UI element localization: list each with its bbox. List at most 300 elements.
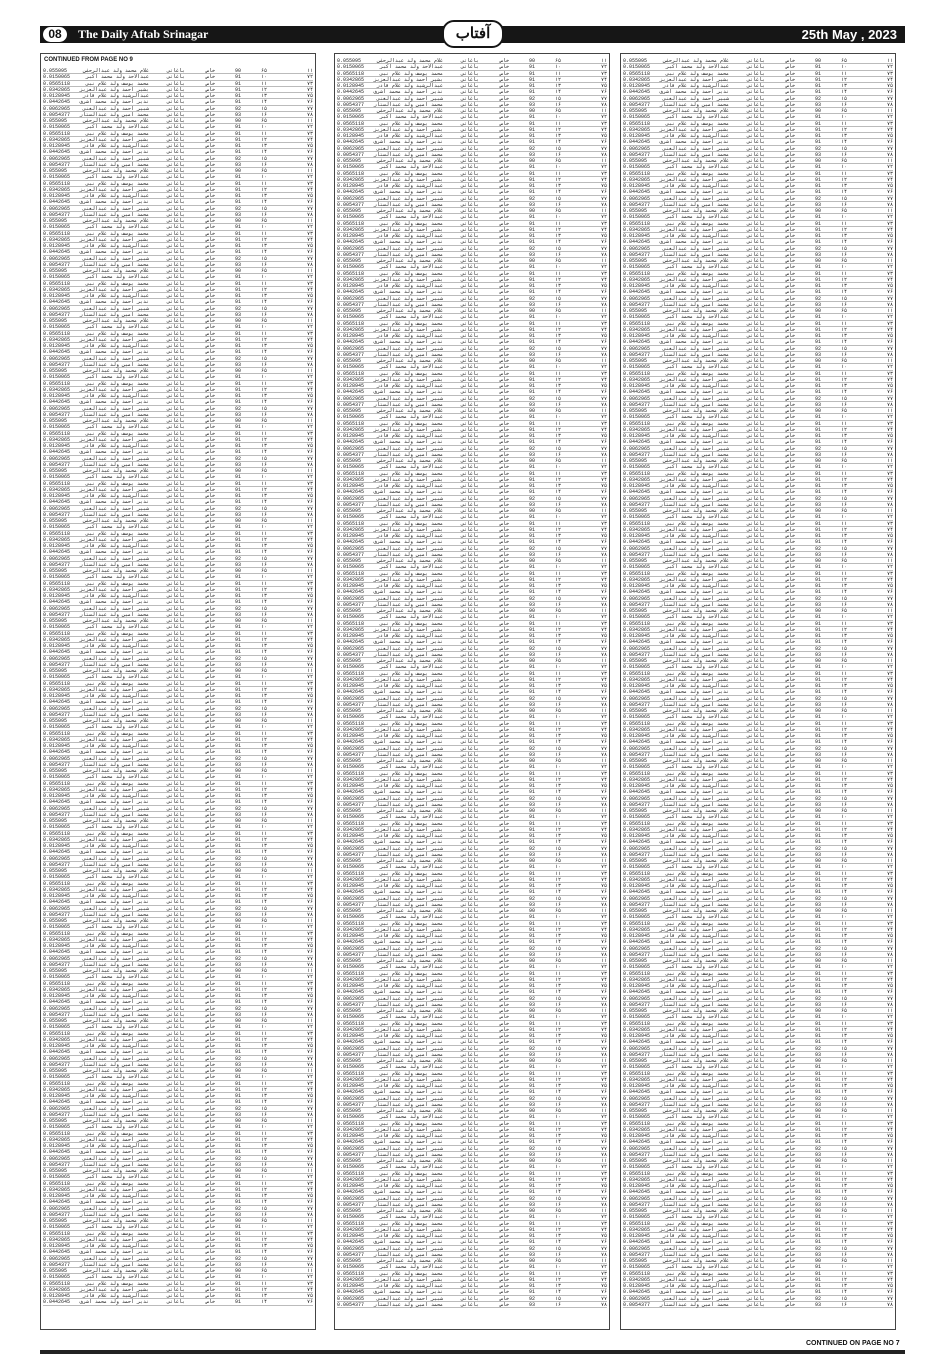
row-serial-a: ۱۳ (554, 483, 561, 489)
row-value: 0.0150065 (623, 614, 651, 621)
row-serial-b: ۷۶ (886, 689, 893, 696)
row-value: 0.0565118 (623, 70, 651, 77)
row-khasra-number: 91 (528, 1276, 535, 1283)
row-serial-a: ۱۵ (840, 1145, 847, 1152)
row-value: 0.0565118 (623, 920, 651, 927)
row-serial-b: ۷۴ (306, 936, 313, 943)
row-serial-b: ۷۵ (600, 133, 607, 139)
row-value: 0.0128945 (43, 1243, 71, 1249)
row-serial-a: ۱۰ (840, 414, 847, 421)
row-value: 0.0565118 (337, 870, 365, 877)
row-serial-a: ۱۴ (260, 249, 267, 256)
row-category: خاص (205, 1055, 215, 1062)
row-value: 0.0054377 (43, 561, 71, 568)
row-owner-name: شبیر احمد ولد عبدالغنی (662, 195, 729, 202)
row-land-class: باغاتی (746, 1133, 765, 1139)
row-khasra-number: 91 (814, 270, 821, 277)
row-category: خاص (499, 1183, 509, 1189)
row-category: خاص (785, 1108, 795, 1114)
row-serial-a: ۱۵ (554, 545, 561, 552)
row-category: خاص (205, 1249, 215, 1256)
row-land-class: باغاتی (166, 586, 185, 593)
row-owner-name: عبدالاحد ولد محمد اکبر (85, 74, 149, 81)
row-value: 0.0150065 (43, 1024, 71, 1031)
row-owner-name: بشیر احمد ولد عبدالعزیز (373, 1076, 443, 1083)
row-serial-a: ۱۶ (840, 951, 847, 958)
row-khasra-number: 91 (234, 880, 241, 887)
row-category: خاص (499, 314, 509, 321)
row-serial-b: ۷۶ (306, 599, 313, 606)
row-serial-a: ۶۵ (554, 208, 561, 214)
row-serial-a: ۱۳ (260, 443, 267, 449)
row-owner-name: شبیر احمد ولد عبدالغنی (376, 645, 443, 652)
row-owner-name: شبیر احمد ولد عبدالغنی (662, 245, 729, 252)
row-land-class: باغاتی (746, 489, 765, 496)
row-khasra-number: 91 (528, 789, 535, 796)
row-serial-b: ۷۳ (306, 880, 313, 887)
row-serial-a: ۱۴ (554, 489, 561, 496)
row-khasra-number: 91 (528, 1170, 535, 1177)
row-owner-name: عبدالرشید ولد غلام قادر (376, 133, 443, 139)
row-land-class: باغاتی (166, 149, 185, 156)
row-serial-a: ۶۵ (554, 308, 561, 314)
row-owner-name: محمد امین ولد عبدالستار (373, 651, 443, 658)
row-khasra-number: 91 (528, 620, 535, 627)
row-owner-name: نذیر احمد ولد محمد اشرف (79, 899, 149, 906)
row-owner-name: بشیر احمد ولد عبدالعزیز (659, 176, 729, 183)
row-serial-a: ۱۶ (554, 651, 561, 658)
row-value: 0.0342865 (623, 1226, 651, 1233)
row-land-class: باغاتی (460, 276, 479, 283)
row-serial-a: ۱۱ (554, 620, 561, 627)
row-value: 0.055095 (337, 658, 362, 664)
row-value: 0.0128945 (337, 833, 365, 839)
row-owner-name: محمد امین ولد عبدالستار (659, 701, 729, 708)
row-owner-name: عبدالاحد ولد محمد اکبر (379, 714, 443, 721)
row-owner-name: محمد امین ولد عبدالستار (373, 201, 443, 208)
row-category: خاص (499, 851, 509, 858)
row-owner-name: غلام محمد ولد عبدالرحمٰن (662, 1258, 729, 1264)
row-khasra-number: 92 (234, 905, 241, 912)
row-category: خاص (785, 583, 795, 589)
row-serial-b: ۷۲ (600, 314, 607, 321)
row-serial-a: ۱۶ (554, 351, 561, 358)
row-category: خاص (205, 649, 215, 656)
row-owner-name: شبیر احمد ولد عبدالغنی (376, 895, 443, 902)
row-serial-b: ۷۸ (306, 511, 313, 518)
row-serial-a: ۱۰ (554, 864, 561, 871)
row-serial-a: ۱۳ (260, 1293, 267, 1299)
row-khasra-number: 90 (814, 458, 821, 464)
row-serial-a: ۱۶ (554, 1251, 561, 1258)
row-serial-a: ۱۱ (554, 420, 561, 427)
row-serial-b: ۷۳ (886, 420, 893, 427)
row-category: خاص (785, 1283, 795, 1289)
row-land-class: باغاتی (166, 893, 185, 899)
row-category: خاص (205, 355, 215, 362)
row-serial-b: ۷۷ (306, 655, 313, 662)
row-owner-name: عبدالرشید ولد غلام قادر (662, 1183, 729, 1189)
row-khasra-number: 93 (814, 351, 821, 358)
row-khasra-number: 91 (528, 939, 535, 946)
row-value: 0.0128945 (623, 583, 651, 589)
row-category: خاص (499, 770, 509, 777)
row-category: خاص (785, 408, 795, 414)
row-value: 0.0128945 (623, 1233, 651, 1239)
row-category: خاص (499, 501, 509, 508)
row-owner-name: غلام محمد ولد عبدالرحمٰن (82, 468, 149, 474)
row-value: 0.0054377 (337, 951, 365, 958)
row-category: خاص (785, 1133, 795, 1139)
row-value: 0.0062965 (43, 505, 71, 512)
row-serial-a: ۱۳ (554, 1133, 561, 1139)
row-value: 0.0565118 (623, 770, 651, 777)
row-land-class: باغاتی (166, 1086, 185, 1093)
row-serial-b: ۷۶ (306, 1149, 313, 1156)
row-serial-b: ۷۶ (306, 649, 313, 656)
row-khasra-number: 91 (814, 1289, 821, 1296)
row-owner-name: غلام محمد ولد عبدالرحمٰن (82, 618, 149, 624)
row-value: 0.0128945 (43, 193, 71, 199)
row-owner-name: محمد یوسف ولد غلام نبی (85, 330, 149, 337)
row-khasra-number: 91 (814, 76, 821, 83)
row-value: 0.0054377 (623, 601, 651, 608)
row-category: خاص (205, 80, 215, 87)
row-category: خاص (205, 505, 215, 512)
row-land-class: باغاتی (460, 958, 479, 964)
row-khasra-number: 91 (528, 1270, 535, 1277)
row-value: 0.0150065 (337, 614, 365, 621)
row-value: 0.0342865 (623, 76, 651, 83)
row-land-class: باغاتی (166, 474, 185, 481)
row-owner-name: نذیر احمد ولد محمد اشرف (659, 839, 729, 846)
row-serial-b: ۷۲ (306, 724, 313, 731)
row-category: خاص (785, 1233, 795, 1239)
row-owner-name: بشیر احمد ولد عبدالعزیز (79, 136, 149, 143)
row-khasra-number: 91 (528, 483, 535, 489)
row-category: خاص (205, 480, 215, 487)
row-value: 0.0128945 (623, 683, 651, 689)
row-serial-a: ۱۳ (260, 93, 267, 99)
row-owner-name: عبدالرشید ولد غلام قادر (82, 293, 149, 299)
row-serial-a: ۱۵ (554, 945, 561, 952)
row-serial-a: ۱۴ (260, 599, 267, 606)
row-serial-a: ۱۴ (554, 1089, 561, 1096)
row-serial-b: ۷۶ (306, 449, 313, 456)
row-owner-name: نذیر احمد ولد محمد اشرف (373, 889, 443, 896)
row-owner-name: نذیر احمد ولد محمد اشرف (659, 589, 729, 596)
row-land-class: باغاتی (746, 251, 765, 258)
row-land-class: باغاتی (746, 745, 765, 752)
row-land-class: باغاتی (746, 414, 765, 421)
row-value: 0.0062965 (623, 945, 651, 952)
row-category: خاص (499, 926, 509, 933)
row-category: خاص (205, 1136, 215, 1143)
row-serial-b: ۷۶ (306, 849, 313, 856)
row-khasra-number: 91 (814, 689, 821, 696)
row-land-class: باغاتی (460, 914, 479, 921)
row-value: 0.0054377 (43, 311, 71, 318)
row-category: خاص (205, 855, 215, 862)
row-khasra-number: 91 (528, 514, 535, 521)
row-category: خاص (205, 749, 215, 756)
row-land-class: باغاتی (166, 124, 185, 131)
row-owner-name: محمد یوسف ولد غلام نبی (379, 520, 443, 527)
row-khasra-number: 93 (814, 401, 821, 408)
row-serial-a: ۱۳ (554, 283, 561, 289)
row-serial-a: ۱۴ (554, 289, 561, 296)
row-value: 0.055095 (43, 468, 68, 474)
row-khasra-number: 91 (234, 530, 241, 537)
row-owner-name: شبیر احمد ولد عبدالغنی (662, 845, 729, 852)
row-land-class: باغاتی (460, 783, 479, 789)
row-khasra-number: 91 (528, 170, 535, 177)
row-serial-b: ۷۶ (886, 1189, 893, 1196)
row-serial-b: ۷۳ (886, 120, 893, 127)
row-serial-a: ۱۴ (554, 839, 561, 846)
row-khasra-number: 91 (814, 1083, 821, 1089)
row-owner-name: محمد یوسف ولد غلام نبی (379, 670, 443, 677)
row-land-class: باغاتی (746, 1245, 765, 1252)
row-khasra-number: 93 (814, 101, 821, 108)
row-serial-b: ۷۸ (306, 261, 313, 268)
row-value: 0.0442645 (43, 349, 71, 356)
row-category: خاص (205, 805, 215, 812)
row-serial-a: ۱۰ (554, 464, 561, 471)
row-category: خاص (785, 708, 795, 714)
row-value: 0.055095 (337, 808, 362, 814)
row-category: خاص (785, 420, 795, 427)
row-serial-a: ۱۰ (260, 1274, 267, 1281)
row-value: 0.0565118 (43, 730, 71, 737)
row-category: خاص (205, 161, 215, 168)
row-land-class: باغاتی (460, 789, 479, 796)
row-serial-b: ۷۴ (886, 826, 893, 833)
row-category: خاص (785, 983, 795, 989)
row-owner-name: بشیر احمد ولد عبدالعزیز (373, 126, 443, 133)
row-khasra-number: 91 (814, 739, 821, 746)
row-land-class: باغاتی (166, 174, 185, 181)
row-owner-name: محمد یوسف ولد غلام نبی (85, 280, 149, 287)
row-category: خاص (785, 176, 795, 183)
row-category: خاص (785, 1276, 795, 1283)
row-land-class: باغاتی (166, 718, 185, 724)
row-category: خاص (785, 651, 795, 658)
row-category: خاص (499, 726, 509, 733)
row-serial-b: ۷۳ (306, 1230, 313, 1237)
column-right (620, 53, 896, 1330)
row-serial-a: ۱۰ (554, 1014, 561, 1021)
row-category: خاص (205, 899, 215, 906)
row-khasra-number: 93 (234, 1011, 241, 1018)
row-owner-name: عبدالاحد ولد محمد اکبر (379, 1014, 443, 1021)
row-serial-a: ۱۲ (260, 886, 267, 893)
row-khasra-number: 91 (814, 1189, 821, 1196)
row-category: خاص (499, 551, 509, 558)
row-land-class: باغاتی (166, 380, 185, 387)
row-value: 0.0128945 (337, 633, 365, 639)
row-serial-b: ۷۴ (306, 1086, 313, 1093)
row-khasra-number: 91 (234, 574, 241, 581)
row-value: 0.0150065 (623, 914, 651, 921)
row-serial-b: ۷۲ (306, 774, 313, 781)
row-value: 0.0565118 (337, 420, 365, 427)
row-category: خاص (785, 764, 795, 771)
row-land-class: باغاتی (746, 276, 765, 283)
row-owner-name: نذیر احمد ولد محمد اشرف (373, 489, 443, 496)
row-serial-b: ۷۴ (886, 226, 893, 233)
row-land-class: باغاتی (166, 111, 185, 118)
row-land-class: باغاتی (460, 270, 479, 277)
row-category: خاص (205, 1299, 215, 1306)
row-owner-name: عبدالرشید ولد غلام قادر (82, 1193, 149, 1199)
row-khasra-number: 90 (234, 568, 241, 574)
row-land-class: باغاتی (166, 868, 185, 874)
row-owner-name: بشیر احمد ولد عبدالعزیز (659, 526, 729, 533)
row-owner-name: غلام محمد ولد عبدالرحمٰن (82, 668, 149, 674)
row-value: 0.0150065 (43, 674, 71, 681)
row-owner-name: محمد امین ولد عبدالستار (79, 761, 149, 768)
row-serial-b: ۷۴ (886, 926, 893, 933)
row-owner-name: نذیر احمد ولد محمد اشرف (79, 949, 149, 956)
row-category: خاص (205, 430, 215, 437)
row-value: 0.055095 (43, 1168, 68, 1174)
row-owner-name: عبدالاحد ولد محمد اکبر (665, 114, 729, 121)
row-serial-a: ۱۳ (840, 733, 847, 739)
row-serial-a: ۱۴ (554, 939, 561, 946)
row-serial-b: ۱۱ (306, 1168, 313, 1174)
row-value: 0.055095 (43, 368, 68, 374)
row-value: 0.0054377 (43, 1011, 71, 1018)
row-value: 0.0062965 (43, 905, 71, 912)
row-khasra-number: 91 (528, 389, 535, 396)
row-serial-b: ۷۲ (886, 514, 893, 521)
row-khasra-number: 91 (528, 70, 535, 77)
row-owner-name: عبدالاحد ولد محمد اکبر (665, 514, 729, 521)
row-land-class: باغاتی (460, 1114, 479, 1121)
row-land-class: باغاتی (460, 664, 479, 671)
row-khasra-number: 90 (234, 368, 241, 374)
row-land-class: باغاتی (746, 770, 765, 777)
row-owner-name: عبدالاحد ولد محمد اکبر (379, 414, 443, 421)
row-category: خاص (499, 276, 509, 283)
row-khasra-number: 91 (234, 1230, 241, 1237)
row-serial-a: ۱۴ (840, 439, 847, 446)
row-owner-name: شبیر احمد ولد عبدالغنی (376, 245, 443, 252)
row-category: خاص (785, 1195, 795, 1202)
row-land-class: باغاتی (746, 939, 765, 946)
row-value: 0.0565118 (623, 870, 651, 877)
row-value: 0.0442645 (623, 489, 651, 496)
row-category: خاص (205, 1186, 215, 1193)
row-serial-a: ۱۰ (554, 564, 561, 571)
row-owner-name: محمد امین ولد عبدالستار (373, 1301, 443, 1308)
row-owner-name: بشیر احمد ولد عبدالعزیز (79, 486, 149, 493)
row-serial-b: ۷۴ (886, 1226, 893, 1233)
row-land-class: باغاتی (460, 908, 479, 914)
row-category: خاص (785, 164, 795, 171)
row-serial-a: ۱۰ (554, 764, 561, 771)
row-land-class: باغاتی (460, 201, 479, 208)
row-serial-b: ۷۶ (306, 1249, 313, 1256)
row-owner-name: بشیر احمد ولد عبدالعزیز (659, 1126, 729, 1133)
row-owner-name: نذیر احمد ولد محمد اشرف (373, 1139, 443, 1146)
row-khasra-number: 91 (814, 639, 821, 646)
row-khasra-number: 91 (814, 533, 821, 539)
row-value: 0.0150065 (623, 1264, 651, 1271)
row-category: خاص (205, 574, 215, 581)
row-serial-b: ۷۶ (306, 749, 313, 756)
row-category: خاص (785, 333, 795, 339)
row-land-class: باغاتی (460, 558, 479, 564)
row-owner-name: شبیر احمد ولد عبدالغنی (376, 195, 443, 202)
row-owner-name: محمد امین ولد عبدالستار (659, 1101, 729, 1108)
row-owner-name: نذیر احمد ولد محمد اشرف (659, 1039, 729, 1046)
row-serial-b: ۷۸ (306, 161, 313, 168)
row-category: خاص (499, 533, 509, 539)
row-khasra-number: 92 (234, 755, 241, 762)
row-category: خاص (205, 349, 215, 356)
row-value: 0.0565118 (43, 1080, 71, 1087)
row-khasra-number: 91 (814, 783, 821, 789)
row-owner-name: شبیر احمد ولد عبدالغنی (662, 1095, 729, 1102)
row-owner-name: عبدالاحد ولد محمد اکبر (665, 1264, 729, 1271)
row-category: خاص (785, 145, 795, 152)
row-serial-b: ۷۸ (600, 351, 607, 358)
row-serial-a: ۱۲ (554, 526, 561, 533)
row-khasra-number: 91 (528, 1120, 535, 1127)
row-value: 0.055095 (43, 318, 68, 324)
row-khasra-number: 91 (814, 526, 821, 533)
row-category: خاص (205, 968, 215, 974)
row-khasra-number: 90 (528, 808, 535, 814)
row-value: 0.0442645 (43, 399, 71, 406)
row-serial-b: ۷۲ (600, 714, 607, 721)
row-khasra-number: 91 (234, 430, 241, 437)
row-land-class: باغاتی (746, 739, 765, 746)
row-land-class: باغاتی (460, 626, 479, 633)
row-serial-a: ۱۰ (840, 814, 847, 821)
row-value: 0.0062965 (623, 495, 651, 502)
row-value: 0.0565118 (43, 380, 71, 387)
row-khasra-number: 92 (234, 1105, 241, 1112)
row-category: خاص (785, 95, 795, 102)
row-khasra-number: 91 (814, 570, 821, 577)
row-category: خاص (499, 101, 509, 108)
row-khasra-number: 91 (814, 1014, 821, 1021)
row-khasra-number: 93 (528, 651, 535, 658)
row-value: 0.0054377 (337, 551, 365, 558)
row-khasra-number: 91 (528, 376, 535, 383)
row-category: خاص (785, 545, 795, 552)
row-category: خاص (205, 793, 215, 799)
row-serial-a: ۱۵ (554, 695, 561, 702)
row-value: 0.0565118 (337, 70, 365, 77)
row-category: خاص (205, 1118, 215, 1124)
row-owner-name: محمد امین ولد عبدالستار (79, 311, 149, 318)
row-land-class: باغاتی (746, 551, 765, 558)
row-khasra-number: 92 (814, 1295, 821, 1302)
row-serial-b: ۷۷ (886, 445, 893, 452)
row-serial-b: ۷۷ (306, 1155, 313, 1162)
row-serial-b: ۷۸ (600, 401, 607, 408)
row-land-class: باغاتی (166, 768, 185, 774)
row-serial-a: ۱۰ (554, 714, 561, 721)
row-value: 0.0062965 (43, 955, 71, 962)
row-owner-name: محمد یوسف ولد غلام نبی (85, 630, 149, 637)
row-category: خاص (785, 689, 795, 696)
row-category: خاص (785, 508, 795, 514)
